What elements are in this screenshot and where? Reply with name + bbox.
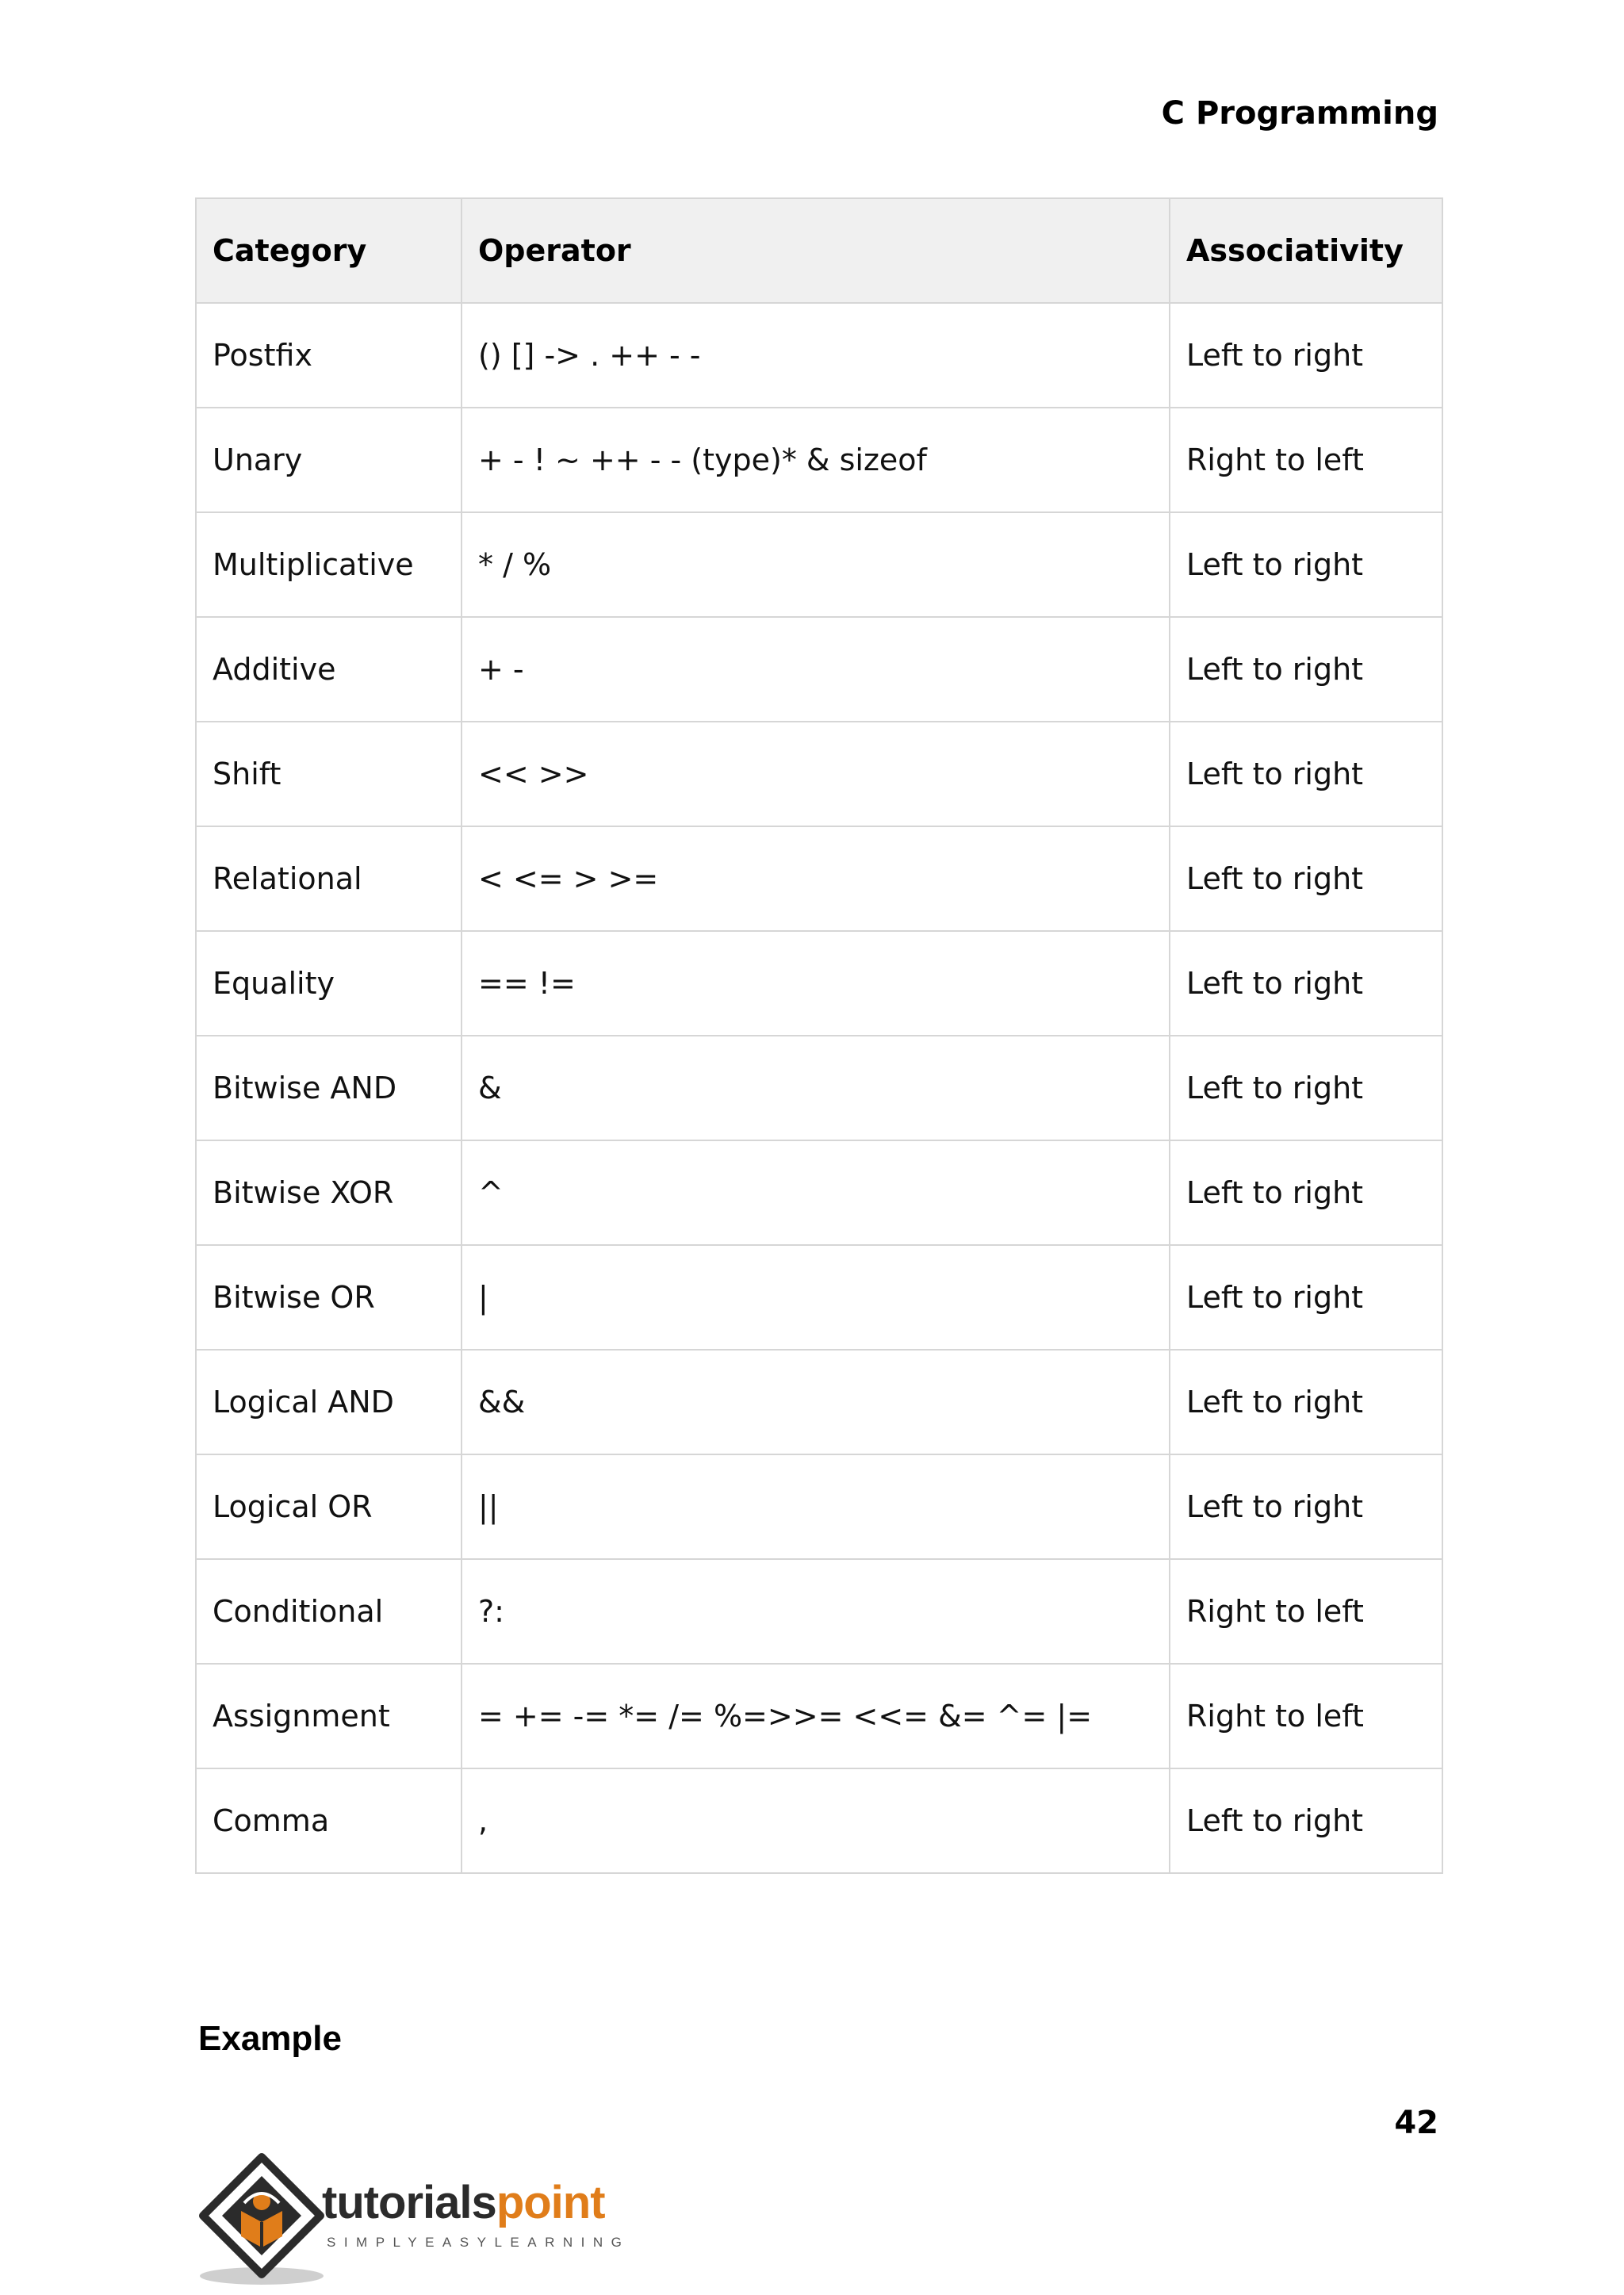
operator-cell: < <= > >= [462, 826, 1170, 931]
category-cell: Bitwise OR [196, 1245, 462, 1350]
table-header-row [196, 198, 1442, 303]
table-row [196, 1559, 1442, 1664]
running-header: C Programming [1161, 95, 1438, 132]
operator-cell: && [462, 1350, 1170, 1454]
operator-cell: ?: [462, 1559, 1170, 1664]
table-row [196, 512, 1442, 617]
table-row [196, 617, 1442, 722]
section-heading: Example [198, 2019, 342, 2058]
operator-cell: * / % [462, 512, 1170, 617]
table-row [196, 303, 1442, 408]
table-row [196, 826, 1442, 931]
category-cell: Unary [196, 408, 462, 512]
associativity-cell: Right to left [1170, 1559, 1442, 1664]
category-cell: Bitwise XOR [196, 1140, 462, 1245]
associativity-cell: Left to right [1170, 826, 1442, 931]
table-row [196, 722, 1442, 826]
category-cell: Logical OR [196, 1454, 462, 1559]
associativity-cell: Left to right [1170, 1036, 1442, 1140]
associativity-cell: Left to right [1170, 722, 1442, 826]
category-cell: Equality [196, 931, 462, 1036]
logo-tagline: SIMPLYEASYLEARNING [327, 2235, 630, 2250]
associativity-cell: Left to right [1170, 1140, 1442, 1245]
category-cell: Postfix [196, 303, 462, 408]
logo-word-point: point [496, 2177, 605, 2228]
associativity-cell: Left to right [1170, 1350, 1442, 1454]
table-row [196, 1036, 1442, 1140]
category-cell: Logical AND [196, 1350, 462, 1454]
category-cell: Comma [196, 1768, 462, 1873]
operator-cell: || [462, 1454, 1170, 1559]
operator-cell: () [] -> . ++ - - [462, 303, 1170, 408]
associativity-cell: Left to right [1170, 931, 1442, 1036]
category-cell: Assignment [196, 1664, 462, 1768]
table-row [196, 1454, 1442, 1559]
table-row [196, 1350, 1442, 1454]
operator-cell: , [462, 1768, 1170, 1873]
column-header-associativity: Associativity [1170, 198, 1442, 303]
table-row [196, 931, 1442, 1036]
category-cell: Bitwise AND [196, 1036, 462, 1140]
operator-cell: | [462, 1245, 1170, 1350]
column-header-operator: Operator [462, 198, 1170, 303]
associativity-cell: Left to right [1170, 512, 1442, 617]
table-row [196, 1664, 1442, 1768]
category-cell: Multiplicative [196, 512, 462, 617]
column-header-category: Category [196, 198, 462, 303]
associativity-cell: Left to right [1170, 1245, 1442, 1350]
associativity-cell: Left to right [1170, 303, 1442, 408]
logo-emblem-icon [195, 2152, 330, 2287]
table-row [196, 1768, 1442, 1873]
table-row [196, 1140, 1442, 1245]
logo-word-tutorials: tutorials [322, 2177, 496, 2228]
tutorialspoint-logo [195, 2152, 639, 2287]
operator-cell: = += -= *= /= %=>>= <<= &= ^= |= [462, 1664, 1170, 1768]
table-row [196, 408, 1442, 512]
category-cell: Conditional [196, 1559, 462, 1664]
logo-wordmark [322, 2178, 605, 2228]
category-cell: Shift [196, 722, 462, 826]
operator-precedence-table [195, 197, 1443, 1874]
associativity-cell: Left to right [1170, 1768, 1442, 1873]
table-row [196, 1245, 1442, 1350]
associativity-cell: Right to left [1170, 1664, 1442, 1768]
operator-cell: << >> [462, 722, 1170, 826]
associativity-cell: Left to right [1170, 617, 1442, 722]
operator-cell: & [462, 1036, 1170, 1140]
category-cell: Relational [196, 826, 462, 931]
associativity-cell: Right to left [1170, 408, 1442, 512]
operator-cell: + - ! ~ ++ - - (type)* & sizeof [462, 408, 1170, 512]
operator-cell: == != [462, 931, 1170, 1036]
associativity-cell: Left to right [1170, 1454, 1442, 1559]
page-number: 42 [1394, 2105, 1438, 2141]
category-cell: Additive [196, 617, 462, 722]
operator-cell: + - [462, 617, 1170, 722]
operator-cell: ^ [462, 1140, 1170, 1245]
